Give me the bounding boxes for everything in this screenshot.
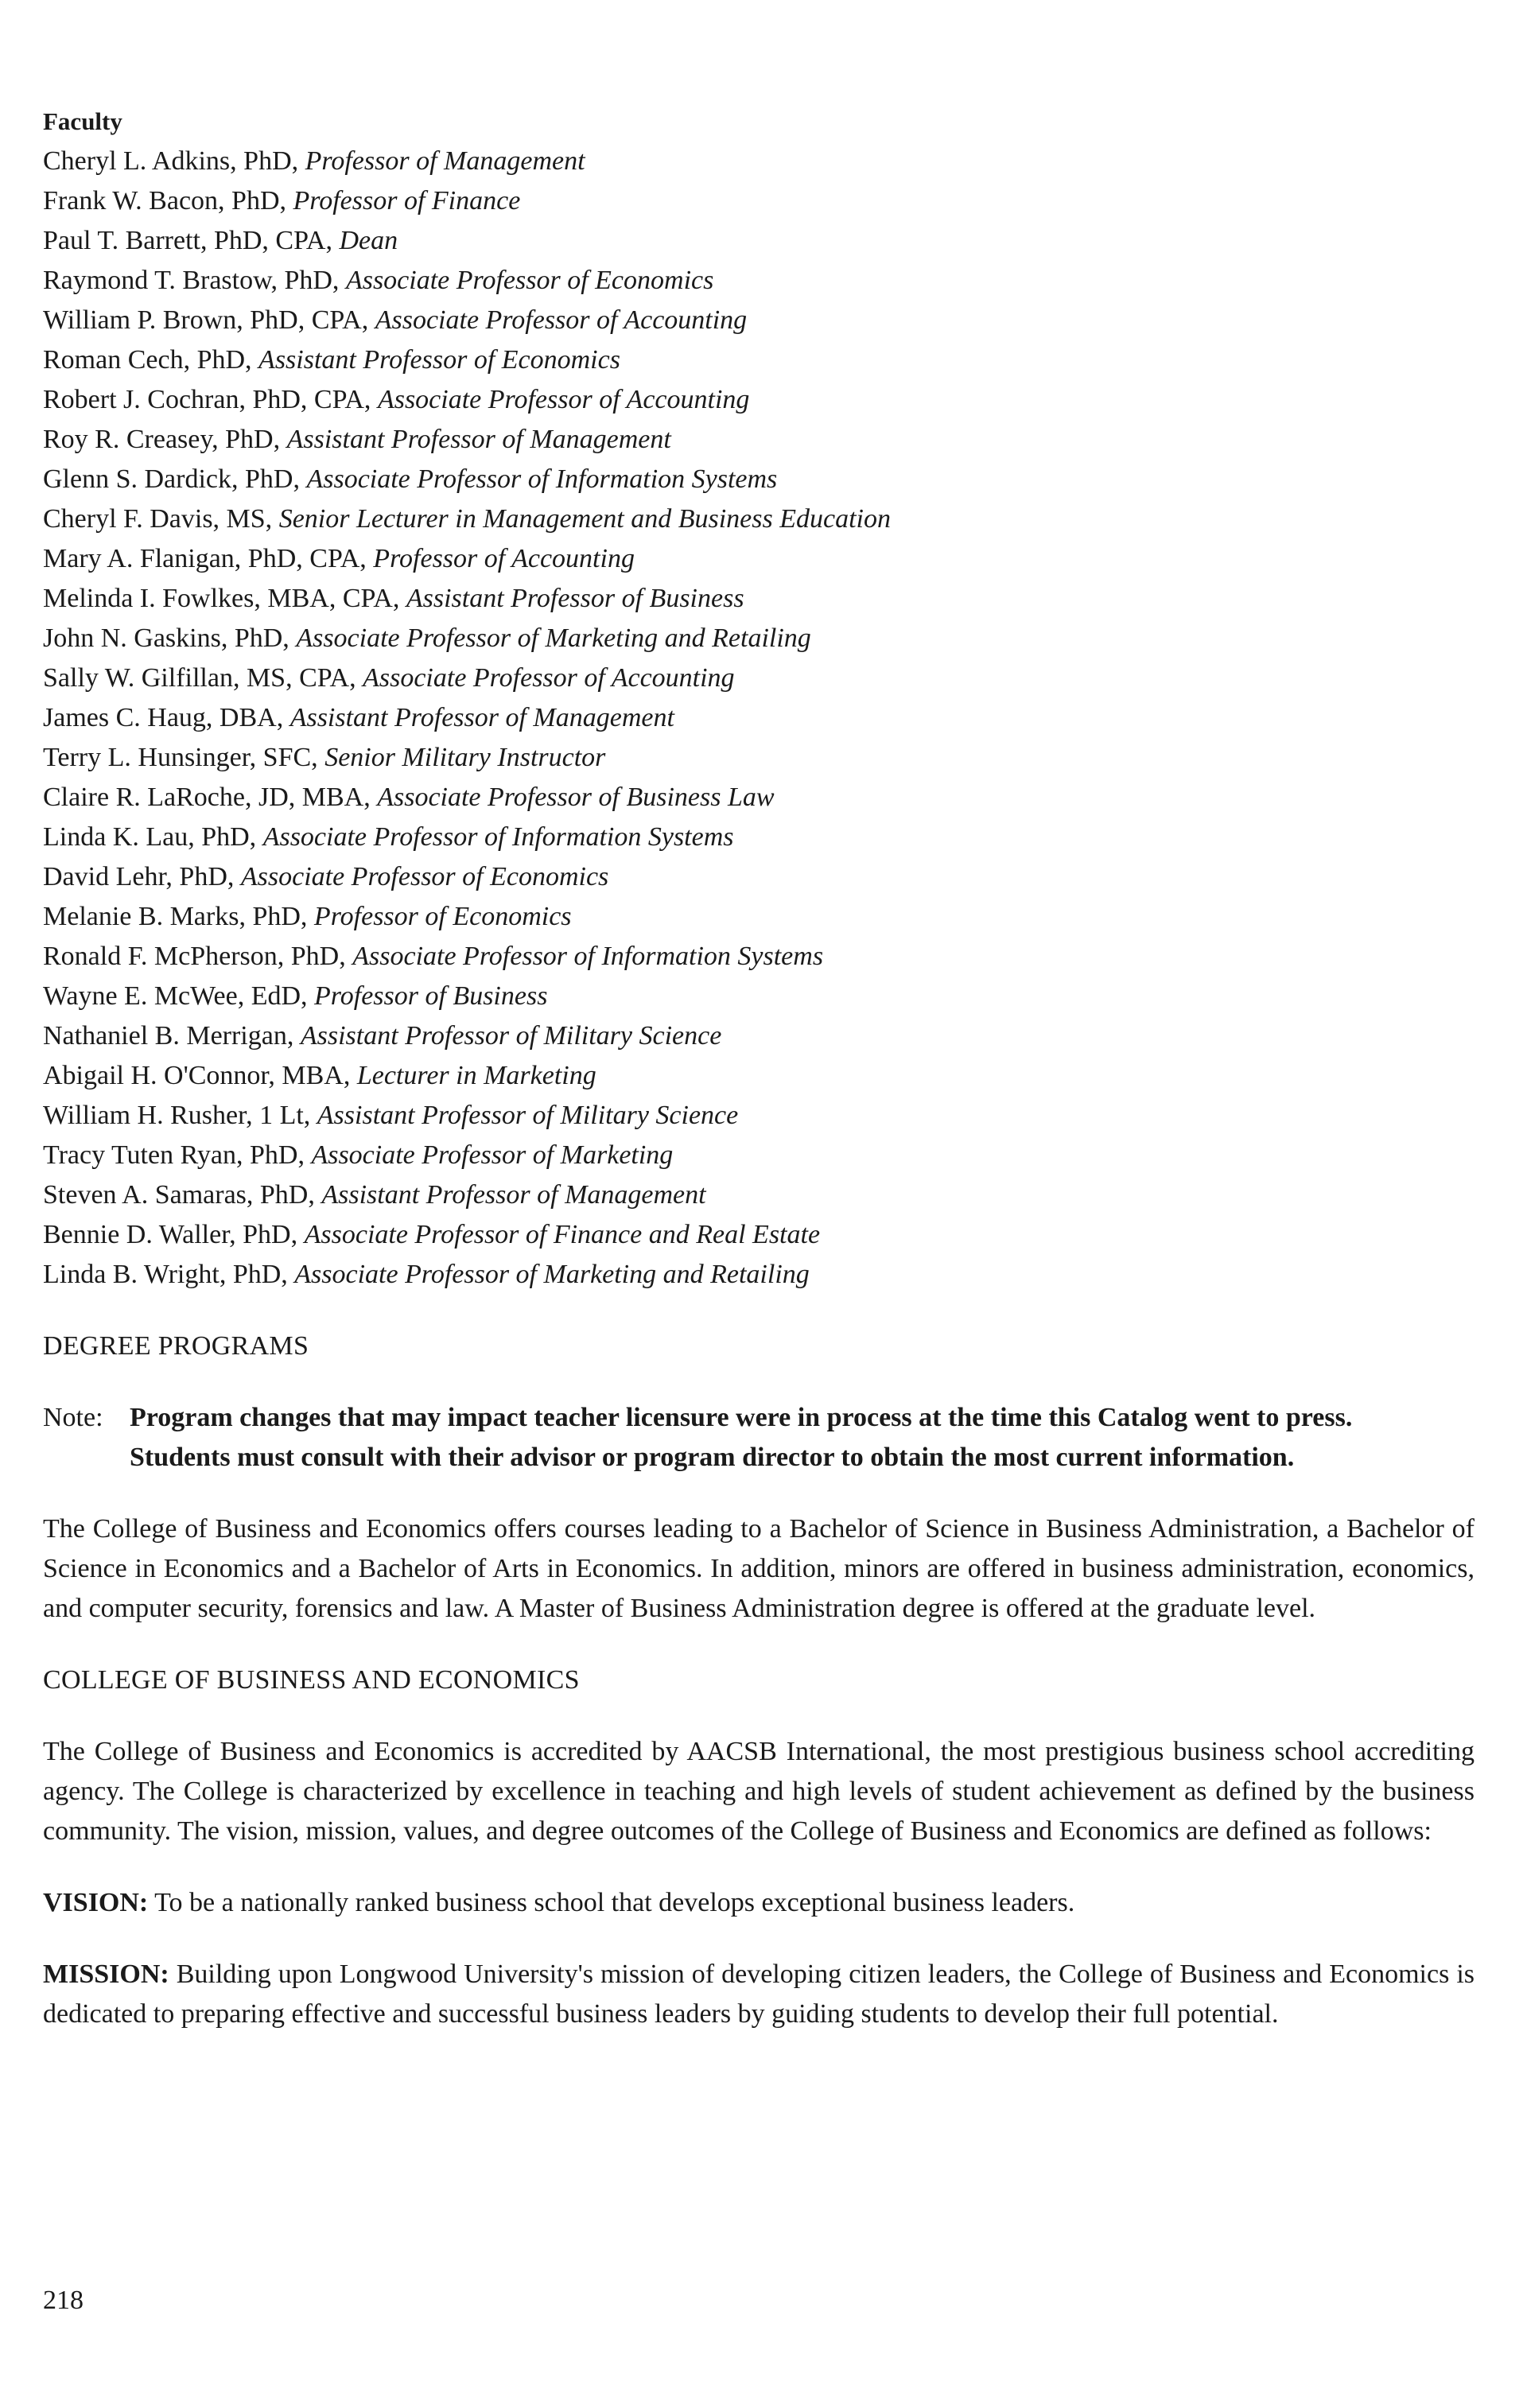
faculty-member	[43, 380, 1475, 420]
vision-statement	[43, 1883, 1475, 1923]
faculty-member	[43, 818, 1475, 857]
faculty-member	[43, 460, 1475, 499]
faculty-title: Associate Professor of Accounting	[375, 305, 748, 335]
vision-text: To be a nationally ranked business school that develops exceptional business leaders.	[148, 1888, 1075, 1917]
faculty-title: Associate Professor of Information Systems	[262, 822, 734, 852]
faculty-title: Assistant Professor of Military Science	[317, 1101, 739, 1130]
faculty-heading: Faculty	[43, 107, 122, 135]
faculty-member	[43, 698, 1475, 738]
faculty-name: Tracy Tuten Ryan, PhD,	[43, 1140, 312, 1170]
faculty-member	[43, 857, 1475, 897]
faculty-member	[43, 301, 1475, 340]
faculty-name: Bennie D. Waller, PhD,	[43, 1220, 305, 1249]
faculty-name: Raymond T. Brastow, PhD,	[43, 266, 346, 295]
faculty-title: Assistant Professor of Business	[406, 584, 744, 613]
faculty-member	[43, 1096, 1475, 1136]
faculty-name: Linda B. Wright, PhD,	[43, 1260, 295, 1289]
faculty-member	[43, 1016, 1475, 1056]
faculty-member	[43, 738, 1475, 778]
faculty-title: Associate Professor of Marketing and Retailing	[294, 1260, 810, 1289]
faculty-title: Professor of Business	[314, 981, 548, 1011]
faculty-name: Roman Cech, PhD,	[43, 345, 259, 375]
faculty-member	[43, 420, 1475, 460]
mission-text: Building upon Longwood University's mission of developing citizen leaders, the College of Business and Economics is dedicated to preparing effective and successful business leaders by guiding students to develop their full potential.	[43, 1959, 1475, 2029]
faculty-name: Paul T. Barrett, PhD, CPA,	[43, 226, 340, 255]
faculty-title: Associate Professor of Finance and Real Estate	[304, 1220, 821, 1249]
faculty-member	[43, 1056, 1475, 1096]
mission-label: MISSION:	[43, 1959, 169, 1989]
faculty-name: William P. Brown, PhD, CPA,	[43, 305, 375, 335]
faculty-title: Associate Professor of Marketing	[311, 1140, 674, 1170]
faculty-title: Assistant Professor of Management	[289, 703, 674, 732]
faculty-title: Assistant Professor of Economics	[258, 345, 620, 375]
faculty-name: James C. Haug, DBA,	[43, 703, 290, 732]
faculty-title: Associate Professor of Business Law	[377, 783, 775, 812]
faculty-title: Professor of Economics	[313, 902, 572, 931]
faculty-name: Melanie B. Marks, PhD,	[43, 902, 314, 931]
faculty-title: Assistant Professor of Management	[321, 1180, 706, 1210]
faculty-name: Steven A. Samaras, PhD,	[43, 1180, 322, 1210]
degree-programs-heading: DEGREE PROGRAMS	[43, 1331, 309, 1361]
faculty-name: Nathaniel B. Merrigan,	[43, 1021, 301, 1051]
note-block	[43, 1398, 1475, 1478]
faculty-member	[43, 977, 1475, 1016]
faculty-name: Cheryl L. Adkins, PhD,	[43, 146, 305, 176]
faculty-member	[43, 261, 1475, 301]
college-paragraph: The College of Business and Economics is accredited by AACSB International, the most prestigious business school accrediting agency. The College is characterized by excellence in teaching and high levels of student achievement as defined by the business community. The vision, mission, values, and degree outcomes of the College of Business and Economics are defined as follows:	[43, 1737, 1475, 1846]
faculty-name: William H. Rusher, 1 Lt,	[43, 1101, 317, 1130]
faculty-name: Abigail H. O'Connor, MBA,	[43, 1061, 357, 1090]
faculty-name: Glenn S. Dardick, PhD,	[43, 464, 307, 494]
faculty-title: Assistant Professor of Management	[286, 425, 671, 454]
faculty-member	[43, 1136, 1475, 1175]
page-number: 218	[43, 2286, 84, 2315]
faculty-title: Professor of Management	[305, 146, 585, 176]
faculty-member	[43, 1175, 1475, 1215]
mission-statement	[43, 1955, 1475, 2034]
faculty-title: Associate Professor of Accounting	[363, 663, 735, 693]
faculty-name: Melinda I. Fowlkes, MBA, CPA,	[43, 584, 406, 613]
faculty-member	[43, 579, 1475, 619]
faculty-title: Professor of Finance	[293, 186, 521, 216]
faculty-name: Wayne E. McWee, EdD,	[43, 981, 315, 1011]
faculty-member	[43, 778, 1475, 818]
faculty-title: Dean	[339, 226, 398, 255]
faculty-title: Associate Professor of Information Systems	[352, 942, 824, 971]
faculty-name: Frank W. Bacon, PhD,	[43, 186, 293, 216]
faculty-member	[43, 181, 1475, 221]
faculty-member	[43, 340, 1475, 380]
faculty-list	[43, 142, 1475, 1295]
catalog-page	[43, 102, 1475, 2034]
vision-label: VISION:	[43, 1888, 149, 1917]
faculty-name: Ronald F. McPherson, PhD,	[43, 942, 353, 971]
faculty-name: Sally W. Gilfillan, MS, CPA,	[43, 663, 363, 693]
faculty-name: Robert J. Cochran, PhD, CPA,	[43, 385, 378, 414]
faculty-member	[43, 937, 1475, 977]
faculty-title: Associate Professor of Economics	[345, 266, 714, 295]
faculty-member	[43, 1215, 1475, 1255]
faculty-name: Cheryl F. Davis, MS,	[43, 504, 279, 534]
faculty-title: Senior Military Instructor	[324, 743, 606, 772]
degree-programs-paragraph: The College of Business and Economics offers courses leading to a Bachelor of Science in Business Administration, a Bachelor of Science in Economics and a Bachelor of Arts in Economics. In addition, minors are offered in business administration, economics, and computer security, forensics and law. A Master of Business Administration degree is offered at the graduate level.	[43, 1514, 1475, 1623]
college-heading: COLLEGE OF BUSINESS AND ECONOMICS	[43, 1665, 580, 1695]
faculty-member	[43, 221, 1475, 261]
faculty-member	[43, 499, 1475, 539]
note-text: Program changes that may impact teacher licensure were in process at the time this Catalog went to press. Students must consult with their advisor or program director to obtain the most current information.	[130, 1403, 1353, 1472]
faculty-name: John N. Gaskins, PhD,	[43, 623, 297, 653]
faculty-title: Associate Professor of Information Systems	[306, 464, 778, 494]
faculty-title: Professor of Accounting	[373, 544, 635, 573]
faculty-name: Mary A. Flanigan, PhD, CPA,	[43, 544, 374, 573]
note-label: Note:	[43, 1403, 103, 1432]
faculty-member	[43, 539, 1475, 579]
faculty-member	[43, 897, 1475, 937]
faculty-title: Associate Professor of Accounting	[377, 385, 750, 414]
faculty-name: Roy R. Creasey, PhD,	[43, 425, 287, 454]
faculty-member	[43, 1255, 1475, 1295]
faculty-name: Claire R. LaRoche, JD, MBA,	[43, 783, 378, 812]
faculty-title: Assistant Professor of Military Science	[300, 1021, 722, 1051]
faculty-title: Lecturer in Marketing	[356, 1061, 596, 1090]
faculty-member	[43, 658, 1475, 698]
faculty-title: Associate Professor of Marketing and Retailing	[296, 623, 811, 653]
faculty-title: Associate Professor of Economics	[240, 862, 609, 891]
faculty-member	[43, 619, 1475, 658]
faculty-title: Senior Lecturer in Management and Business Education	[278, 504, 891, 534]
faculty-name: David Lehr, PhD,	[43, 862, 241, 891]
faculty-name: Terry L. Hunsinger, SFC,	[43, 743, 325, 772]
faculty-member	[43, 142, 1475, 181]
faculty-name: Linda K. Lau, PhD,	[43, 822, 263, 852]
